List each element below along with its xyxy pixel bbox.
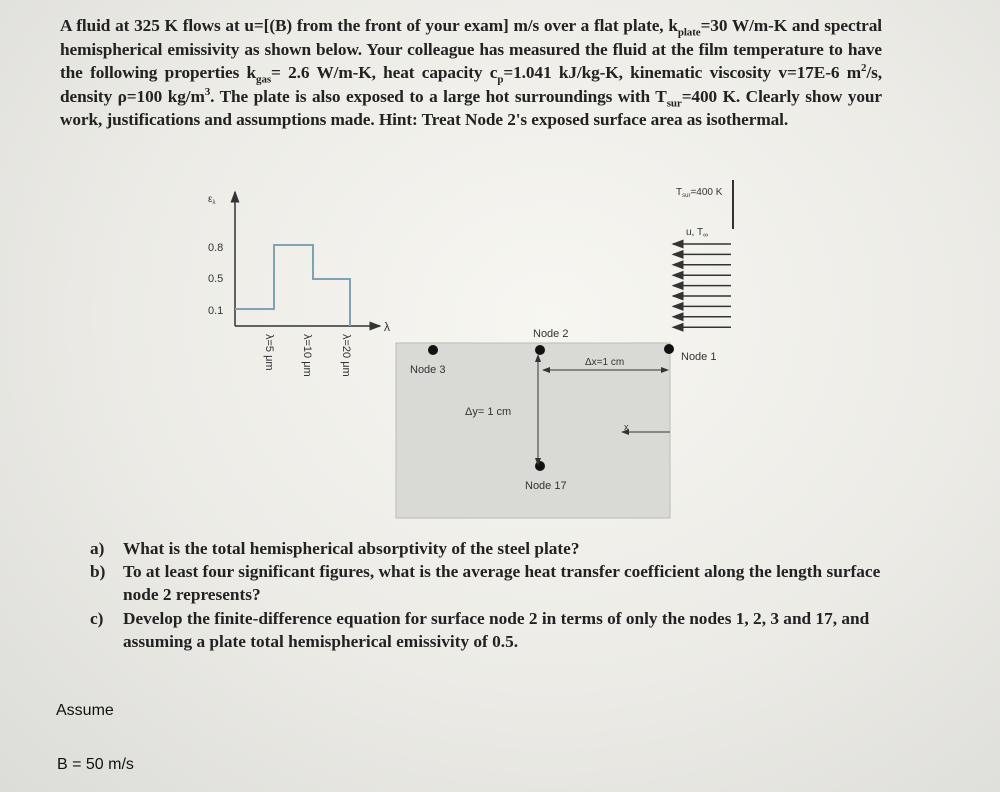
flow-label: u, $T_\infty$: [686, 227, 709, 239]
question-text: Develop the finite-difference equation for surface node 2 in terms of only the nodes 1, 2, 3 and 17, and assuming a plate total hemispherical emissivity of 0.5.: [123, 608, 870, 651]
subscript: gas: [256, 73, 272, 86]
y-axis-label: $\varepsilon_\lambda$: [208, 194, 216, 206]
node-1-point: [664, 344, 674, 354]
text: . The plate is also exposed to a large hot surroundings with T: [210, 86, 667, 106]
node-17-point: [535, 461, 545, 471]
text: /s, density ρ=100 kg/m: [60, 63, 882, 106]
x-tick: λ=10 μm: [301, 334, 313, 377]
y-tick: 0.1: [208, 305, 224, 317]
tsur-label: $T_{sur}=400$ K: [676, 187, 723, 199]
dx-label: Δx=1 cm: [585, 357, 625, 368]
plate-diagram: [396, 328, 716, 518]
emissivity-chart: [208, 192, 390, 377]
node-17-label: Node 17: [525, 480, 567, 492]
x-axis-label: λ: [384, 320, 390, 334]
y-tick: 0.8: [208, 242, 224, 254]
x-direction-label: x: [624, 422, 629, 432]
b-value: B = 50 m/s: [57, 756, 134, 773]
superscript: 2: [861, 62, 867, 75]
node-2-label: Node 2: [533, 328, 569, 340]
text: = 2.6 W/m-K, heat capacity c: [271, 63, 498, 83]
dy-label: Δy= 1 cm: [465, 406, 512, 418]
x-tick: λ=5 μm: [263, 334, 275, 371]
question-label: c): [90, 608, 104, 628]
question-text: What is the total hemispherical absorptivity of the steel plate?: [123, 539, 580, 558]
question-label: a): [90, 539, 105, 558]
node-2-point: [535, 345, 545, 355]
text: A fluid at 325 K flows at u=[(B) from the front of your exam] m/s over a flat plate, k: [60, 16, 678, 35]
subscript: plate: [677, 26, 701, 39]
y-tick: 0.5: [208, 273, 224, 285]
node-3-point: [428, 345, 438, 355]
text: =400 K. Clearly show your work, justifications and assumptions made. Hint: Treat Node 2's exposed surface area as isothermal.: [60, 86, 882, 130]
assume-label: Assume: [56, 702, 114, 719]
x-tick: λ=20 μm: [340, 334, 352, 377]
flow-and-surroundings: [673, 180, 733, 327]
text: =1.041 kJ/kg-K, kinematic viscosity v=17E-6 m: [503, 63, 862, 83]
emissivity-curve: [235, 245, 350, 326]
subscript: sur: [666, 97, 682, 110]
subscript: p: [497, 73, 504, 86]
node-1-label: Node 1: [681, 351, 717, 363]
superscript: 3: [204, 86, 211, 99]
question-label: b): [90, 562, 106, 582]
node-3-label: Node 3: [410, 364, 446, 376]
question-c: [90, 607, 882, 653]
question-a: [90, 537, 882, 560]
text: =30 W/m-K and spectral hemispherical emissivity as shown below. Your colleague has measured the fluid at the film temperature to have the following properties k: [60, 16, 882, 83]
question-text: To at least four significant figures, what is the average heat transfer coefficient along the length surface node 2 represents?: [123, 562, 881, 605]
questions-list: [90, 537, 882, 653]
flow-arrows: [673, 244, 731, 327]
question-b: [90, 560, 882, 606]
